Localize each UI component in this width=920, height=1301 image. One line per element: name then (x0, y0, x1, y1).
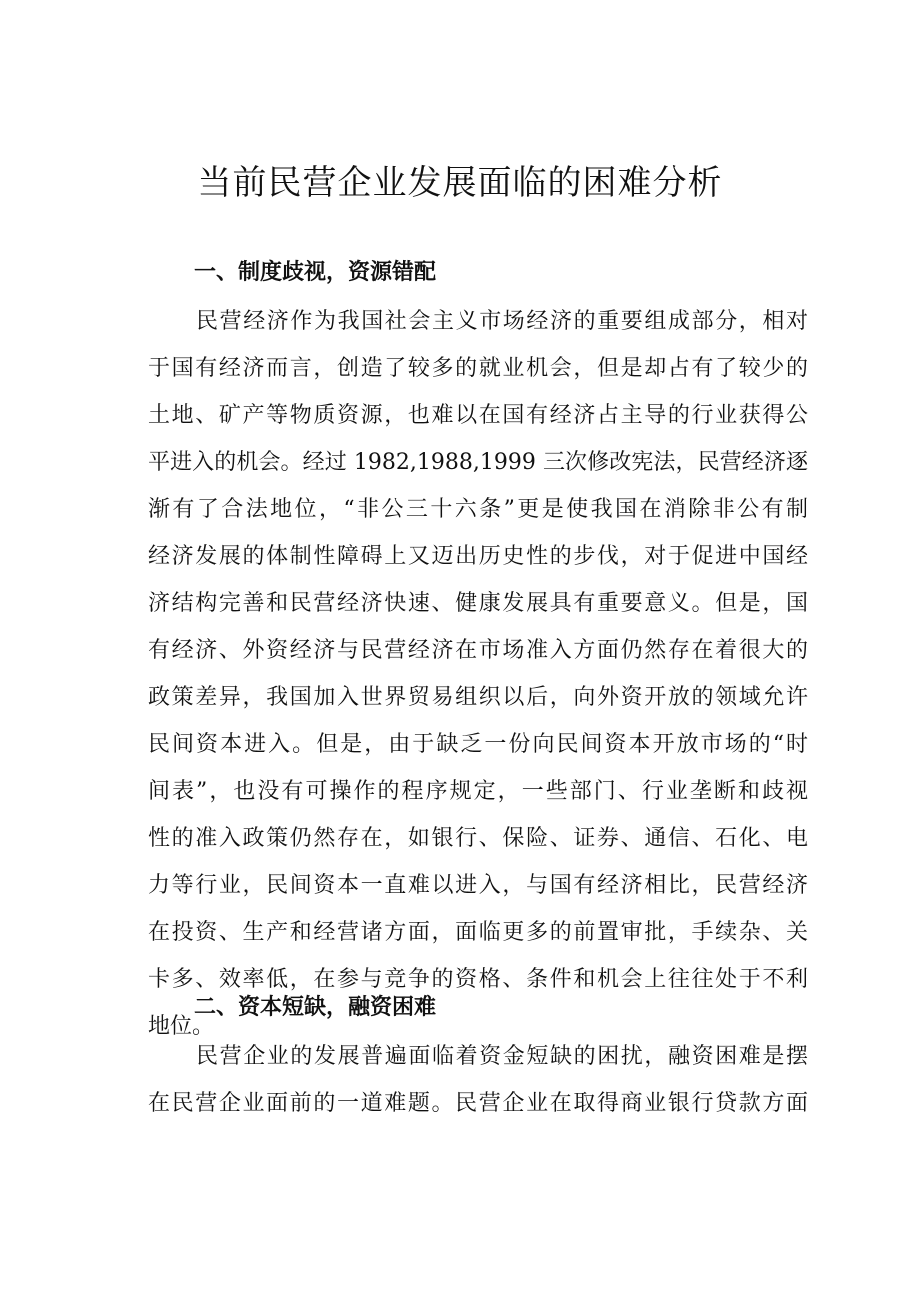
section-1-paragraph (148, 298, 808, 1050)
section-heading-2: 二、资本短缺，融资困难 (194, 995, 437, 1020)
paragraph-line: 民营经济作为我国社会主义市场经济的重要组成部分，相对 (196, 309, 808, 334)
paragraph-line: 于国有经济而言，创造了较多的就业机会，但是却占有了较少的 (148, 356, 808, 381)
paragraph-line: 民营企业的发展普遍面临着资金短缺的困扰，融资困难是摆 (196, 1044, 808, 1069)
paragraph-line: 力等行业，民间资本一直难以进入，与国有经济相比，民营经济 (148, 873, 808, 898)
paragraph-line: 土地、矿产等物质资源，也难以在国有经济占主导的行业获得公 (148, 403, 808, 428)
paragraph-line: 性的准入政策仍然存在，如银行、保险、证券、通信、石化、电 (148, 826, 808, 851)
paragraph-line: 地位。 (148, 1014, 215, 1039)
paragraph-line: 渐有了合法地位，“非公三十六条”更是使我国在消除非公有制 (148, 497, 808, 522)
paragraph-line: 民间资本进入。但是，由于缺乏一份向民间资本开放市场的“时 (148, 732, 808, 757)
document-title: 当前民营企业发展面临的困难分析 (197, 163, 723, 203)
paragraph-line: 济结构完善和民营经济快速、健康发展具有重要意义。但是，国 (148, 591, 808, 616)
paragraph-line: 在投资、生产和经营诸方面，面临更多的前置审批，手续杂、关 (148, 920, 808, 945)
paragraph-line: 平进入的机会。经过 1982,1988,1999 三次修改宪法，民营经济逐 (148, 450, 808, 475)
paragraph-line: 间表”，也没有可操作的程序规定，一些部门、行业垄断和歧视 (148, 779, 808, 804)
paragraph-line: 政策差异，我国加入世界贸易组织以后，向外资开放的领域允许 (148, 685, 808, 710)
section-2-paragraph (148, 1033, 808, 1127)
section-heading-1: 一、制度歧视，资源错配 (194, 260, 437, 285)
paragraph-line: 在民营企业面前的一道难题。民营企业在取得商业银行贷款方面 (148, 1091, 808, 1116)
paragraph-line: 卡多、效率低，在参与竞争的资格、条件和机会上往往处于不利 (148, 967, 808, 992)
paragraph-line: 经济发展的体制性障碍上又迈出历史性的步伐，对于促进中国经 (148, 544, 808, 569)
paragraph-line: 有经济、外资经济与民营经济在市场准入方面仍然存在着很大的 (148, 638, 808, 663)
